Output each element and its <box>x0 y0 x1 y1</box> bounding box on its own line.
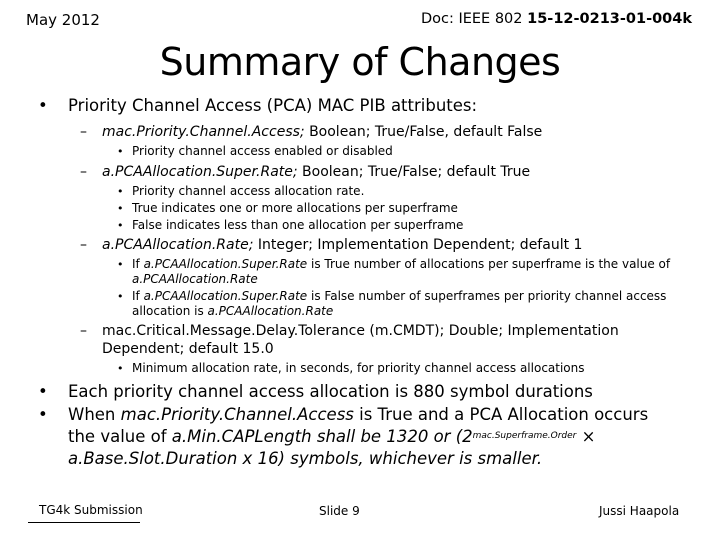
sub-bullet: • True indicates one or more allocations per superframe <box>117 201 458 215</box>
attr-desc: mac.Critical.Message.Delay.Tolerance (m.CMDT); Double; Implementation Dependent; default 15.0 <box>102 323 619 357</box>
bullet-text: Priority Channel Access (PCA) MAC PIB attributes: <box>68 96 478 115</box>
text-part: is False number of superframes per priority channel access allocation is <box>132 289 667 318</box>
footer-submission: TG4k Submission <box>39 503 143 517</box>
doc-number: 15-12-0213-01-004k <box>527 11 692 27</box>
bullet-min-cap-length: • When mac.Priority.Channel.Access is True and a PCA Allocation occurs the value of a.Min.CAPLength shall be 1320 or ($2^{mac.Superframe.Order}$ × a.Base.Slot.Duration x 16) symbols, whichever is smaller. <box>38 405 649 468</box>
text-italic: a.PCAAllocation.Super.Rate <box>143 289 308 303</box>
slide-title: Summary of Changes <box>159 40 561 84</box>
text-part: is True and a PCA Allocation occurs the value of <box>68 405 649 446</box>
attr-desc: Boolean; True/False; default True <box>297 164 531 180</box>
attr-desc: Boolean; True/False, default False <box>304 124 543 140</box>
footer-author: Jussi Haapola <box>599 504 680 518</box>
footer <box>0 503 720 523</box>
text-italic: a.PCAAllocation.Rate <box>132 272 258 286</box>
sub-bullet-text: True indicates one or more allocations per superframe <box>132 201 458 215</box>
sub-bullet-text: Priority channel access allocation rate. <box>132 184 365 198</box>
dash-priority-channel-access: – mac.Priority.Channel.Access; Boolean; True/False, default False <box>80 124 543 140</box>
header-date: May 2012 <box>26 11 100 29</box>
sub-bullet: • If a.PCAAllocation.Super.Rate is True number of allocations per superframe is the value of a.PCAAllocation.Rate <box>117 257 671 286</box>
text-part: If <box>132 289 144 303</box>
sub-bullet-text: False indicates less than one allocation per superframe <box>132 218 464 232</box>
attr-name: a.PCAAllocation.Super.Rate; <box>102 164 298 180</box>
bullet-allocation-duration: • Each priority channel access allocation is 880 symbol durations <box>38 382 593 401</box>
text-italic: a.PCAAllocation.Super.Rate <box>143 257 308 271</box>
sub-bullet: • False indicates less than one allocation per superframe <box>117 218 464 232</box>
text-part: If <box>132 257 144 271</box>
sub-bullet: • If a.PCAAllocation.Super.Rate is False number of superframes per priority channel access allocation is a.PCAAllocation.Rate <box>117 289 667 318</box>
footer-divider <box>28 522 140 523</box>
dash-critical-message-delay-tolerance: – mac.Critical.Message.Delay.Tolerance (m.CMDT); Double; Implementation Dependent; default 15.0 <box>80 323 619 357</box>
dash-pca-allocation-super-rate: – a.PCAAllocation.Super.Rate; Boolean; True/False; default True <box>80 164 531 180</box>
sub-bullet: • Priority channel access enabled or disabled <box>117 144 393 158</box>
attr-desc: Integer; Implementation Dependent; default 1 <box>253 237 583 253</box>
text-part: is True number of allocations per superframe is the value of <box>307 257 671 271</box>
slide-body <box>0 95 720 470</box>
header-doc-id <box>421 11 692 27</box>
dash-pca-allocation-rate: – a.PCAAllocation.Rate; Integer; Implementation Dependent; default 1 <box>80 237 583 253</box>
superscript: mac.Superframe.Order <box>472 431 577 441</box>
bullet-pca-attributes: • Priority Channel Access (PCA) MAC PIB attributes: <box>38 96 478 115</box>
text-italic: × a.Base.Slot.Duration x 16) symbols, whichever is smaller. <box>68 427 596 468</box>
sub-bullet-text: Priority channel access enabled or disabled <box>132 144 393 158</box>
text-italic: a.PCAAllocation.Rate <box>207 304 334 318</box>
sub-bullet: • Priority channel access allocation rate. <box>117 184 365 198</box>
bullet-text: Each priority channel access allocation is 880 symbol durations <box>68 382 593 401</box>
text-part: When <box>68 405 121 424</box>
attr-name: a.PCAAllocation.Rate; <box>102 237 254 253</box>
attr-name: mac.Priority.Channel.Access; <box>102 124 305 140</box>
text-italic: a.Min.CAPLength shall be 1320 or (2 <box>171 427 473 446</box>
sub-bullet-text: Minimum allocation rate, in seconds, for priority channel access allocations <box>132 361 585 375</box>
doc-prefix: Doc: IEEE 802 <box>420 11 528 27</box>
text-italic: mac.Priority.Channel.Access <box>120 405 354 424</box>
sub-bullet: • Minimum allocation rate, in seconds, for priority channel access allocations <box>117 361 585 375</box>
footer-slide-number: Slide 9 <box>319 504 360 518</box>
